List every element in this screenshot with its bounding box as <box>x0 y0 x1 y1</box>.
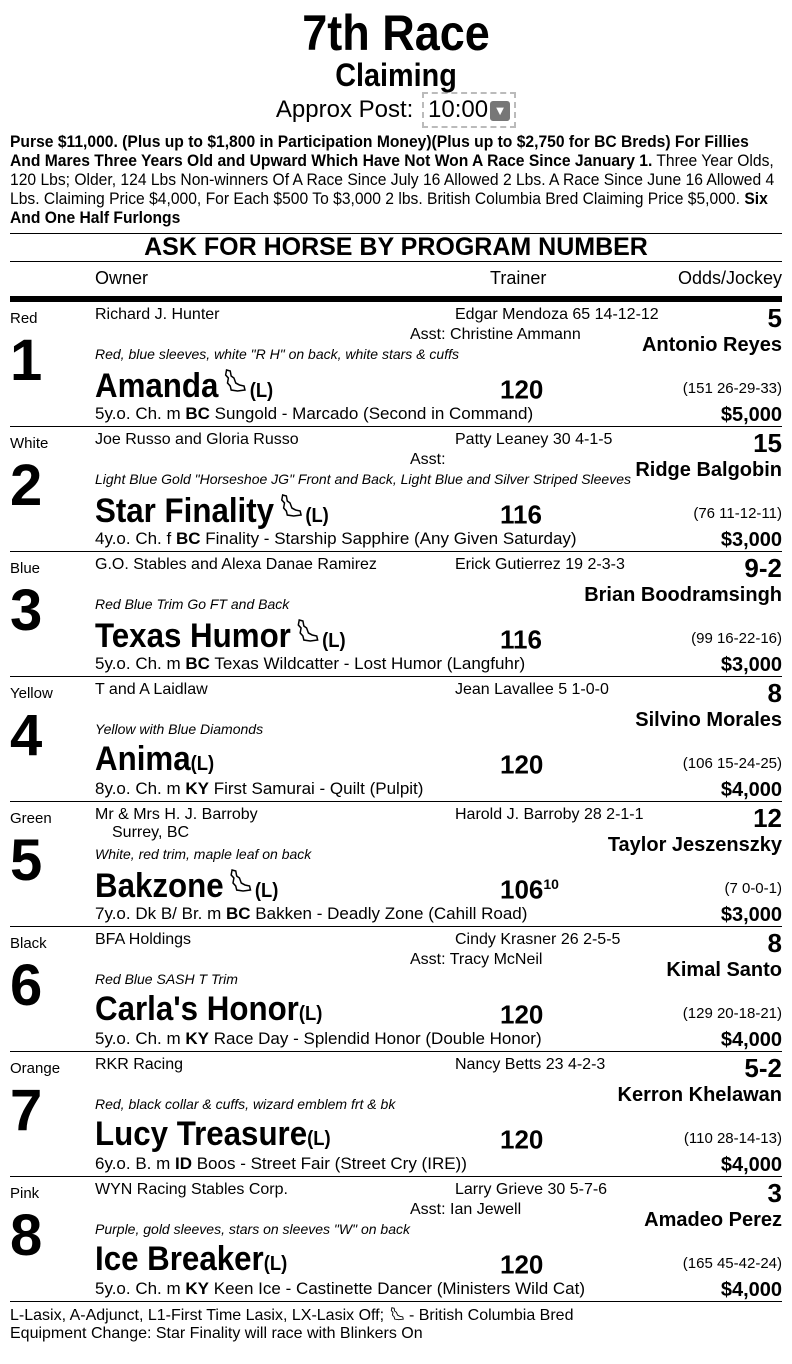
breeding-state: BC <box>175 529 201 548</box>
breeding <box>95 529 577 549</box>
breeding <box>95 404 533 424</box>
claiming-price: $3,000 <box>720 904 782 926</box>
entry-row[interactable] <box>10 927 782 1052</box>
jockey-stats: (151 26-29-33) <box>682 380 782 397</box>
trainer-name: Nancy Betts 23 4-2-3 <box>455 1056 606 1073</box>
silks-description: Red Blue SASH T Trim <box>95 971 238 987</box>
medication: (L) <box>254 880 279 902</box>
trainer-name: Edgar Mendoza 65 14-12-12 <box>455 306 659 323</box>
breeding-age-sex: 5y.o. Ch. m <box>95 654 186 673</box>
horse-name: Bakzone <box>95 867 224 905</box>
assistant-trainer: Asst: Ian Jewell <box>410 1201 522 1218</box>
jockey-name: Antonio Reyes <box>641 334 782 356</box>
jockey-stats: (99 16-22-16) <box>691 630 782 647</box>
bc-bred-icon <box>227 864 253 892</box>
saddle-cloth-color: Yellow <box>10 685 53 702</box>
breeding-pedigree: Texas Wildcatter - Lost Humor (Langfuhr) <box>209 654 526 673</box>
weight <box>500 1243 543 1281</box>
breeding-pedigree: Bakken - Deadly Zone (Cahill Road) <box>250 904 528 923</box>
jockey-name: Kerron Khelawan <box>617 1084 782 1106</box>
horse-name: Star Finality <box>95 492 275 530</box>
owner-name: Richard J. Hunter <box>95 306 220 323</box>
legend-text: L-Lasix, A-Adjunct, L1-First Time Lasix, LX-Lasix Off; <box>10 1307 385 1324</box>
race-program-page <box>0 5 792 1364</box>
breeding-age-sex: 5y.o. Ch. m <box>95 1029 186 1048</box>
breeding-pedigree: Sungold - Marcado (Second in Command) <box>209 404 534 423</box>
owner-name: BFA Holdings <box>95 931 192 948</box>
legend-bc-text: - British Columbia Bred <box>404 1307 574 1324</box>
jockey-stats: (110 28-14-13) <box>683 1130 782 1147</box>
weight-value: 120 <box>500 999 544 1030</box>
weight <box>500 868 559 906</box>
saddle-cloth-color: Black <box>10 935 47 952</box>
breeding <box>95 654 525 674</box>
race-distance: Six And One Half Furlongs <box>10 189 768 227</box>
morning-line-odds: 8 <box>767 678 782 708</box>
breeding-age-sex: 6y.o. B. m <box>95 1154 175 1173</box>
horse-name: Lucy Treasure <box>95 1115 308 1153</box>
breeding-state: KY <box>185 1279 210 1298</box>
breeding-state: BC <box>185 654 210 673</box>
owner-name: Mr & Mrs H. J. Barroby <box>95 806 258 823</box>
breeding-state: BC <box>185 404 210 423</box>
breeding-pedigree: Keen Ice - Castinette Dancer (Ministers Wild Cat) <box>209 1279 586 1298</box>
claiming-price: $3,000 <box>720 654 782 676</box>
jockey-name: Ridge Balgobin <box>635 459 782 481</box>
weight <box>500 993 543 1031</box>
entry-row[interactable] <box>10 802 782 927</box>
saddle-cloth-color: Green <box>10 810 52 827</box>
claiming-price: $4,000 <box>720 1154 782 1176</box>
trainer-name: Harold J. Barroby 28 2-1-1 <box>455 806 644 823</box>
claiming-price: $4,000 <box>720 1029 782 1051</box>
post-time-value: 10:00 <box>428 96 489 123</box>
owner-name: Joe Russo and Gloria Russo <box>95 431 299 448</box>
breeding <box>95 1279 585 1299</box>
medication: (L) <box>305 505 329 527</box>
jockey-name: Taylor Jeszenszky <box>607 834 782 856</box>
trainer-name: Cindy Krasner 26 2-5-5 <box>455 931 621 948</box>
saddle-cloth-color: Blue <box>10 560 41 577</box>
morning-line-odds: 5-2 <box>744 1053 782 1083</box>
saddle-cloth-color: Orange <box>10 1060 61 1077</box>
odds-jockey-column-header: Odds/Jockey <box>677 268 782 288</box>
column-header <box>10 261 782 302</box>
assistant-trainer: Asst: Christine Ammann <box>410 326 581 343</box>
silks-description: White, red trim, maple leaf on back <box>95 846 312 862</box>
owner-name: T and A Laidlaw <box>95 681 208 698</box>
weight-value: 120 <box>500 1249 544 1280</box>
horse-name-row <box>95 989 322 1034</box>
weight <box>500 493 542 531</box>
breeding-state: KY <box>185 1029 210 1048</box>
breeding <box>95 1029 542 1049</box>
entries-list <box>0 302 792 1302</box>
claiming-price: $5,000 <box>720 404 782 426</box>
horse-name: Texas Humor <box>95 617 291 655</box>
owner-location: Surrey, BC <box>112 824 190 841</box>
jockey-stats: (76 11-12-11) <box>693 505 782 522</box>
medication: (L) <box>249 380 274 402</box>
claiming-price: $3,000 <box>720 529 782 551</box>
conditions-text: Three Year Olds, 120 Lbs; Older, 124 Lbs Non-winners Of A Race Since July 16 Allowed 2 Lbs. A Race Since June 16 Allowed 4 Lbs. Claiming Price $4,000, For Each $500 To $3,000 2 lbs. British Columbia Bred Claiming Price $5,000. <box>10 151 775 208</box>
legend <box>10 1306 782 1325</box>
medication: (L) <box>307 1128 331 1150</box>
silks-description: Red, black collar & cuffs, wizard emblem frt & bk <box>95 1096 396 1112</box>
weight-value: 116 <box>500 624 542 655</box>
breeding-state: KY <box>185 779 210 798</box>
jockey-stats: (106 15-24-25) <box>682 755 782 772</box>
morning-line-odds: 9-2 <box>744 553 782 583</box>
horse-name: Amanda <box>95 367 219 405</box>
morning-line-odds: 8 <box>767 928 782 958</box>
silks-description: Red Blue Trim Go FT and Back <box>95 596 290 612</box>
weight <box>500 368 543 406</box>
equipment-change: Equipment Change: Star Finality will race with Blinkers On <box>10 1325 423 1342</box>
assistant-trainer: Asst: <box>410 451 446 468</box>
footer <box>10 1306 782 1343</box>
program-number: 5 <box>10 828 43 893</box>
breeding-age-sex: 4y.o. Ch. f <box>95 529 176 548</box>
jockey-stats: (165 45-42-24) <box>682 1255 782 1272</box>
saddle-cloth-color: White <box>10 435 49 452</box>
breeding-pedigree: Race Day - Splendid Honor (Double Honor) <box>209 1029 542 1048</box>
bc-bred-icon <box>389 1306 405 1322</box>
claiming-price: $4,000 <box>720 1279 782 1301</box>
assistant-trainer: Asst: Tracy McNeil <box>410 951 543 968</box>
weight-value: 120 <box>500 374 544 405</box>
claiming-price: $4,000 <box>720 779 782 801</box>
post-time-row <box>0 92 792 128</box>
saddle-cloth-color: Red <box>10 310 38 327</box>
program-number: 3 <box>10 578 43 643</box>
horse-name: Carla's Honor <box>95 990 299 1028</box>
trainer-name: Erick Gutierrez 19 2-3-3 <box>455 556 625 573</box>
breeding-age-sex: 8y.o. Ch. m <box>95 779 186 798</box>
post-label: Approx Post: <box>275 96 414 123</box>
medication: (L) <box>298 1003 323 1025</box>
morning-line-odds: 12 <box>753 803 782 833</box>
entry-row[interactable] <box>10 1052 782 1177</box>
program-number: 4 <box>10 703 43 768</box>
weight <box>500 743 543 781</box>
entry-row[interactable] <box>10 677 782 802</box>
breeding-pedigree: Finality - Starship Sapphire (Any Given Saturday) <box>200 529 577 548</box>
owner-name: RKR Racing <box>95 1056 184 1073</box>
jockey-name: Brian Boodramsingh <box>584 584 782 606</box>
entry-row[interactable] <box>10 302 782 427</box>
breeding <box>95 904 527 924</box>
horse-name: Ice Breaker <box>95 1240 264 1278</box>
weight <box>500 1118 543 1156</box>
jockey-name: Amadeo Perez <box>644 1209 782 1231</box>
program-number: 1 <box>10 328 43 393</box>
trainer-column-header: Trainer <box>490 268 547 288</box>
jockey-name: Kimal Santo <box>666 959 782 981</box>
trainer-name: Jean Lavallee 5 1-0-0 <box>455 681 609 698</box>
weight-value: 120 <box>500 749 544 780</box>
post-time-select[interactable] <box>422 92 516 128</box>
breeding-age-sex: 7y.o. Dk B/ Br. m <box>95 904 226 923</box>
morning-line-odds: 15 <box>753 428 782 458</box>
silks-description: Red, blue sleeves, white "R H" on back, white stars & cuffs <box>95 346 459 362</box>
program-number: 7 <box>10 1078 43 1143</box>
owner-column-header: Owner <box>95 268 149 288</box>
entry-row[interactable] <box>10 552 782 677</box>
morning-line-odds: 3 <box>767 1178 782 1208</box>
medication: (L) <box>263 1253 288 1275</box>
morning-line-odds: 5 <box>767 303 782 333</box>
apprentice-allowance: 10 <box>543 876 559 892</box>
race-title: 7th Race <box>302 5 490 61</box>
silks-description: Purple, gold sleeves, stars on sleeves "W" on back <box>95 1221 410 1237</box>
jockey-stats: (129 20-18-21) <box>682 1005 782 1022</box>
breeding <box>95 1154 467 1174</box>
breeding-pedigree: First Samurai - Quilt (Pulpit) <box>209 779 424 798</box>
horse-name-row <box>95 739 214 784</box>
bc-bred-icon <box>278 489 304 517</box>
trainer-name: Larry Grieve 30 5-7-6 <box>455 1181 608 1198</box>
program-number: 2 <box>10 453 43 518</box>
race-type: Claiming <box>335 57 457 93</box>
entry-row[interactable] <box>10 1177 782 1302</box>
weight-value: 116 <box>500 499 542 530</box>
owner-name: G.O. Stables and Alexa Danae Ramirez <box>95 556 377 573</box>
jockey-stats: (7 0-0-1) <box>724 880 782 897</box>
breeding <box>95 779 423 799</box>
owner-name: WYN Racing Stables Corp. <box>95 1181 288 1198</box>
weight-value: 106 <box>500 874 544 905</box>
horse-name: Anima <box>95 740 191 778</box>
horse-name-row <box>95 1114 331 1159</box>
race-header <box>0 5 792 128</box>
silks-description: Light Blue Gold "Horseshoe JG" Front and Back, Light Blue and Silver Striped Sleeves <box>95 471 632 487</box>
ask-banner: ASK FOR HORSE BY PROGRAM NUMBER <box>10 233 782 261</box>
medication: (L) <box>322 630 346 652</box>
entry-row[interactable] <box>10 427 782 552</box>
chevron-down-icon[interactable]: ▼ <box>490 101 510 121</box>
conditions-bold: Purse $11,000. (Plus up to $1,800 in Participation Money)(Plus up to $2,750 for BC Breds) For Fillies And Mares Three Years Old and Upward Which Have Not Won A Race Since January 1. <box>10 132 749 170</box>
medication: (L) <box>190 753 215 775</box>
bc-bred-icon <box>295 614 321 642</box>
bc-bred-icon <box>222 364 248 392</box>
race-conditions <box>10 132 783 227</box>
weight-value: 120 <box>500 1124 544 1155</box>
program-number: 8 <box>10 1203 43 1268</box>
breeding-age-sex: 5y.o. Ch. m <box>95 1279 186 1298</box>
breeding-pedigree: Boos - Street Fair (Street Cry (IRE)) <box>192 1154 467 1173</box>
jockey-name: Silvino Morales <box>635 709 782 731</box>
breeding-state: ID <box>175 1154 192 1173</box>
horse-name-row <box>95 1239 287 1284</box>
program-number: 6 <box>10 953 43 1018</box>
weight <box>500 618 542 656</box>
saddle-cloth-color: Pink <box>10 1185 40 1202</box>
breeding-age-sex: 5y.o. Ch. m <box>95 404 186 423</box>
silks-description: Yellow with Blue Diamonds <box>95 721 264 737</box>
breeding-state: BC <box>226 904 251 923</box>
trainer-name: Patty Leaney 30 4-1-5 <box>455 431 613 448</box>
